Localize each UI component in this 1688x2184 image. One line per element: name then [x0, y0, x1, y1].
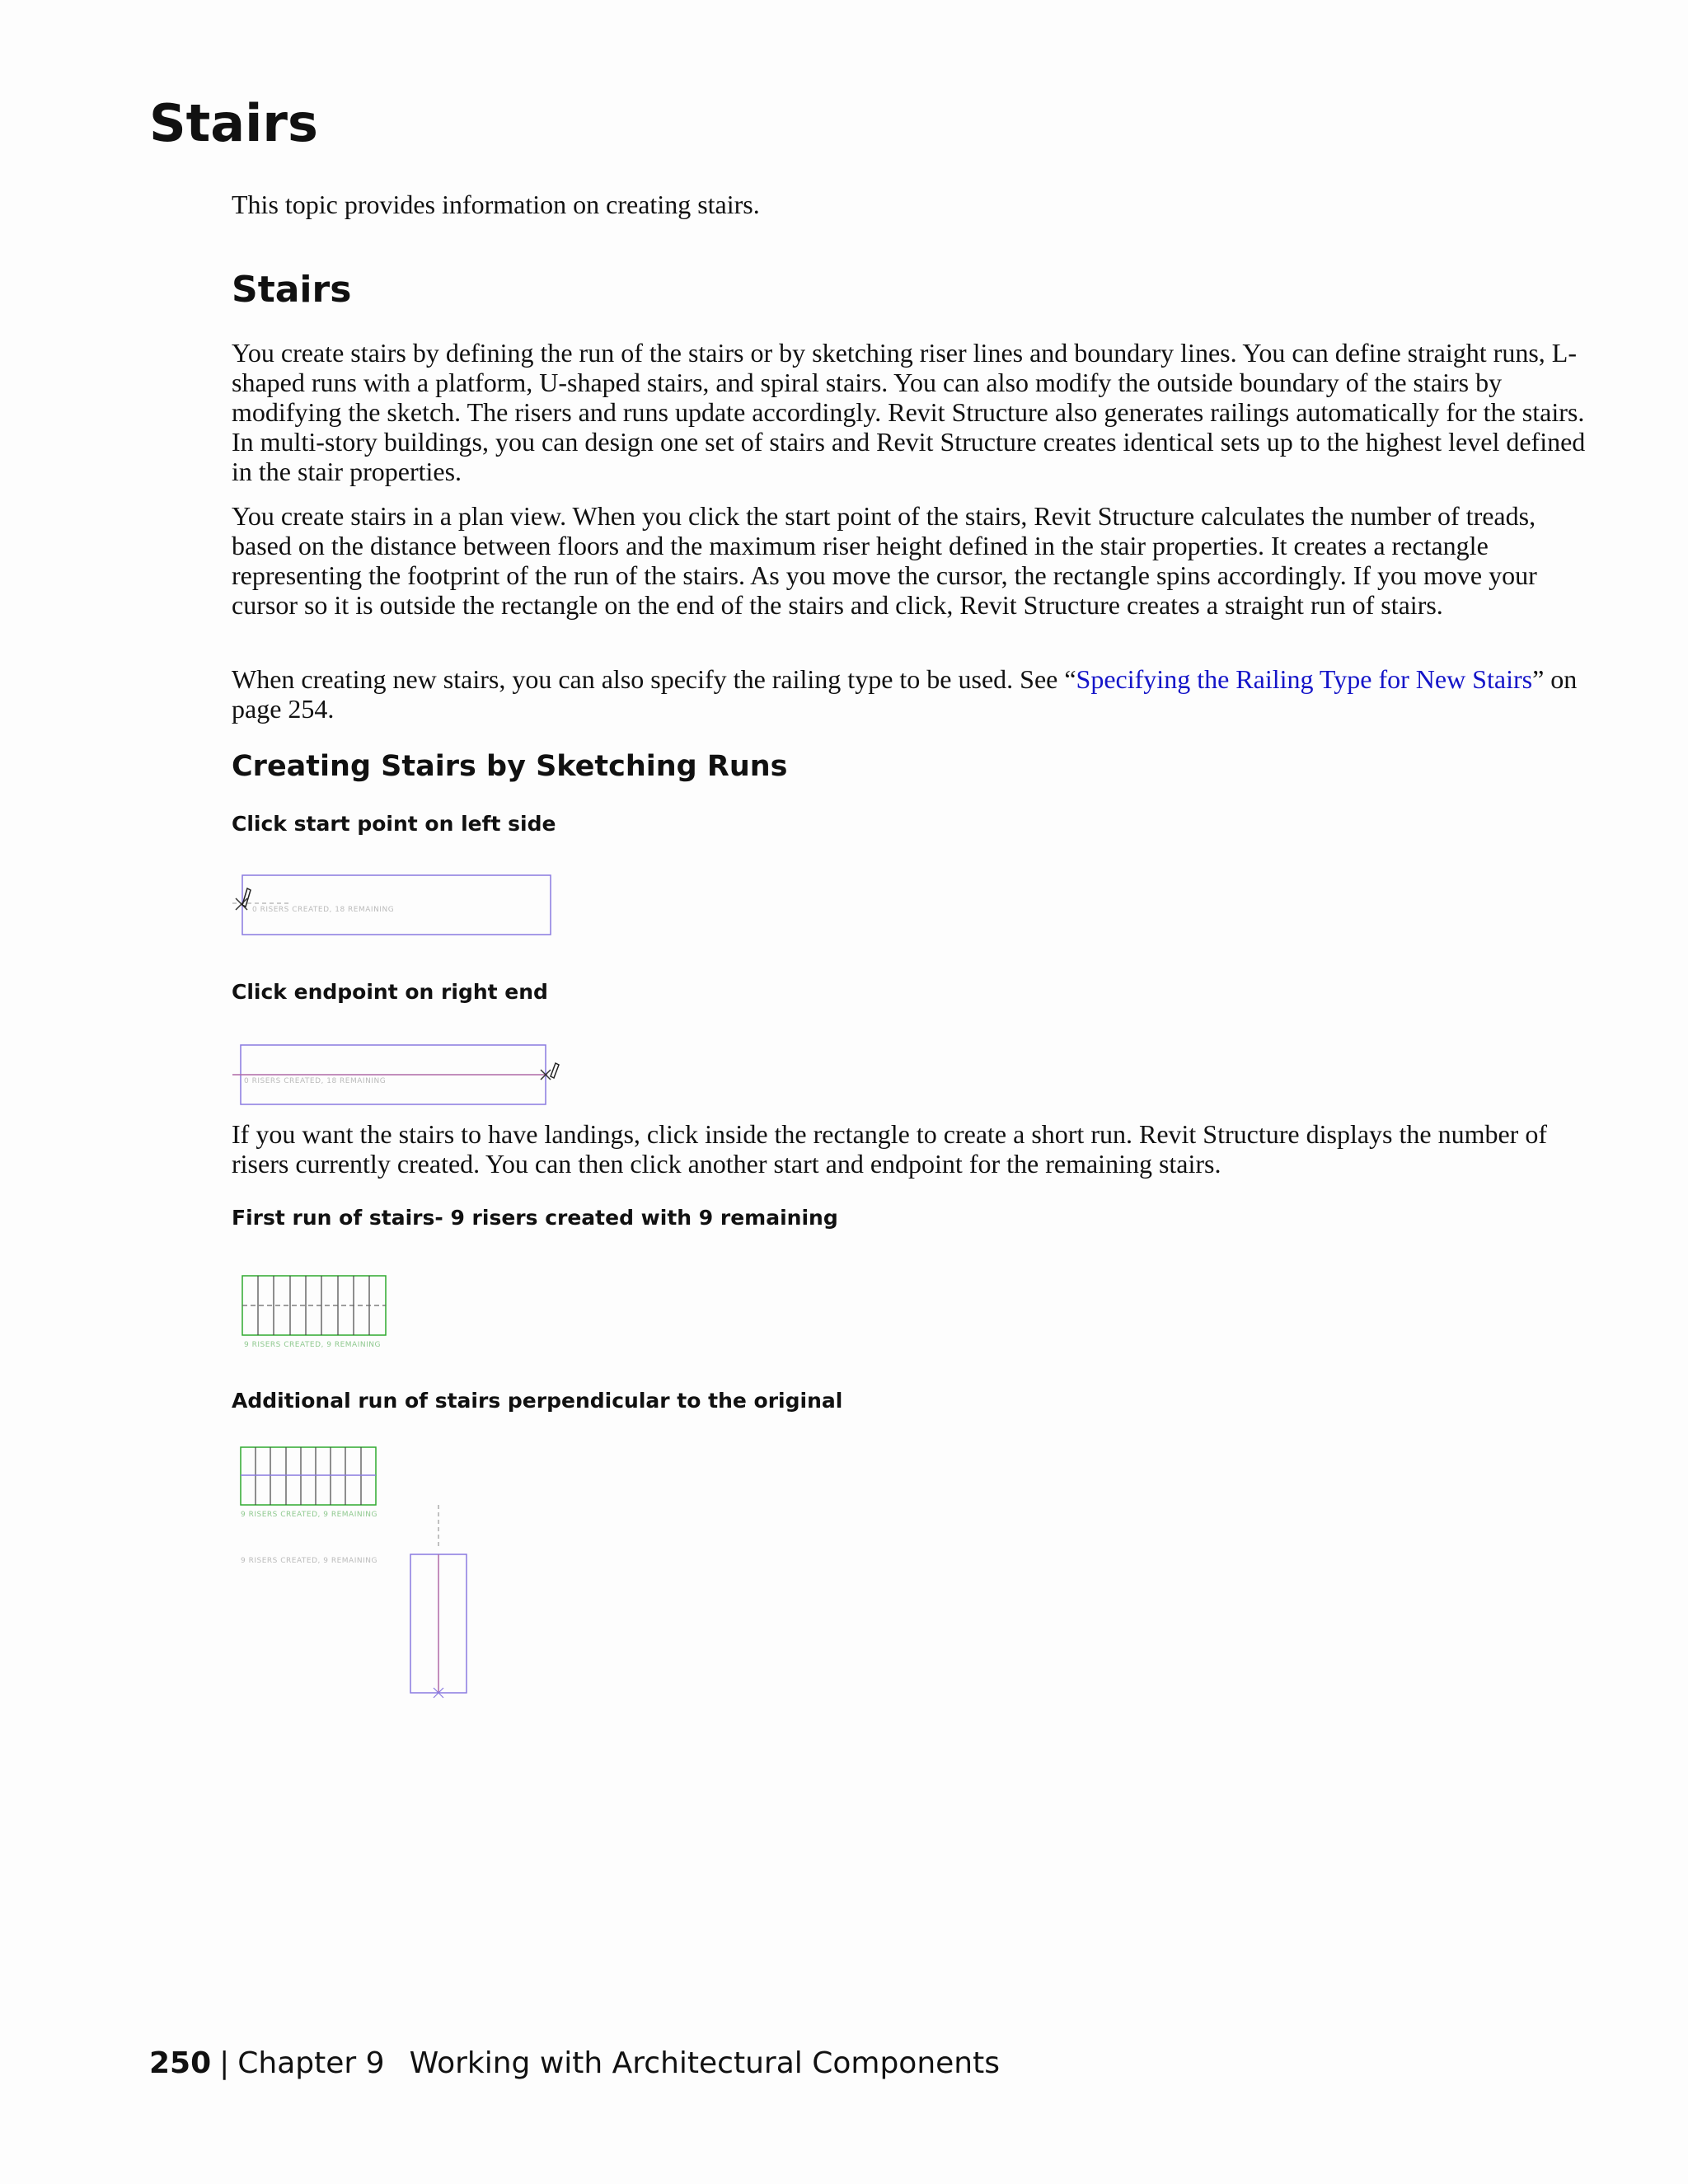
figure-first-run — [223, 1261, 585, 1360]
page-footer — [149, 2046, 1000, 2082]
subsection-heading: Creating Stairs by Sketching Runs — [232, 750, 788, 783]
railing-text-before: When creating new stairs, you can also specify the railing type to be used. See “ — [232, 664, 1076, 694]
paragraph-plan-view: You create stairs in a plan view. When you click the start point of the stairs, Revit Structure calculates the number of treads, based on the distance between floors and the maximum riser height defined in the stair properties. It creates a rectangle representing the footprint of the run of the stairs. As you move the cursor, the rectangle spins accordingly. If you move your cursor so it is outside the rectangle on the end of the stairs and click, Revit Structure creates a straight run of stairs. — [232, 501, 1537, 620]
figure-endpoint — [223, 1029, 585, 1119]
run-rectangle — [242, 875, 551, 935]
paragraph-overview: You create stairs by defining the run of the stairs or by sketching riser lines and boundary lines. You can define straight runs, L-shaped runs with a platform, U-shaped stairs, and spiral stairs. You can also modify the outside boundary of the stairs by modifying the sketch. The risers and runs update accordingly. Revit Structure also generates railings automatically for the stairs. In multi-story buildings, you can design one set of stairs and Revit Structure creates identical sets up to the highest level defined in the stair properties. — [232, 338, 1586, 486]
paragraph-railing — [232, 664, 1592, 724]
stair-run — [242, 1276, 386, 1335]
figure3-status-label: 9 RISERS CREATED, 9 REMAINING — [244, 1341, 381, 1349]
section-heading: Stairs — [232, 269, 352, 311]
figure4-status-label-2: 9 RISERS CREATED, 9 REMAINING — [241, 1557, 377, 1565]
cursor-pencil-icon — [236, 888, 251, 910]
railing-type-link[interactable]: Specifying the Railing Type for New Stairs — [1076, 664, 1533, 694]
figure4-status-label-1: 9 RISERS CREATED, 9 REMAINING — [241, 1511, 377, 1519]
railing-text-after: ” on page 254. — [232, 664, 1578, 724]
figure2-status-label: 0 RISERS CREATED, 18 REMAINING — [244, 1077, 387, 1085]
page-number: 250 — [149, 2046, 212, 2080]
figure4-caption: Additional run of stairs perpendicular to the original — [232, 1389, 843, 1413]
stair-run — [241, 1447, 376, 1505]
chapter-label: Chapter 9 — [237, 2046, 385, 2080]
figure1-status-label: 0 RISERS CREATED, 18 REMAINING — [252, 906, 395, 914]
figure3-caption: First run of stairs- 9 risers created with 9 remaining — [232, 1206, 838, 1230]
intro-text: This topic provides information on creating stairs. — [232, 190, 760, 219]
cursor-pencil-icon — [541, 1063, 559, 1080]
figure1-caption: Click start point on left side — [232, 812, 556, 836]
page-title: Stairs — [149, 93, 318, 153]
figure-perpendicular-run — [223, 1434, 585, 1706]
figure-start-point — [223, 857, 585, 948]
chapter-title: Working with Architectural Components — [409, 2046, 1000, 2080]
riser-lines — [256, 1447, 361, 1505]
paragraph-landings: If you want the stairs to have landings, click inside the rectangle to create a short run. Revit Structure displays the number of risers currently created. You can then click another start and endpoint for the remaining stairs. — [232, 1119, 1547, 1179]
footer-separator: | — [219, 2046, 230, 2080]
figure2-caption: Click endpoint on right end — [232, 980, 548, 1004]
